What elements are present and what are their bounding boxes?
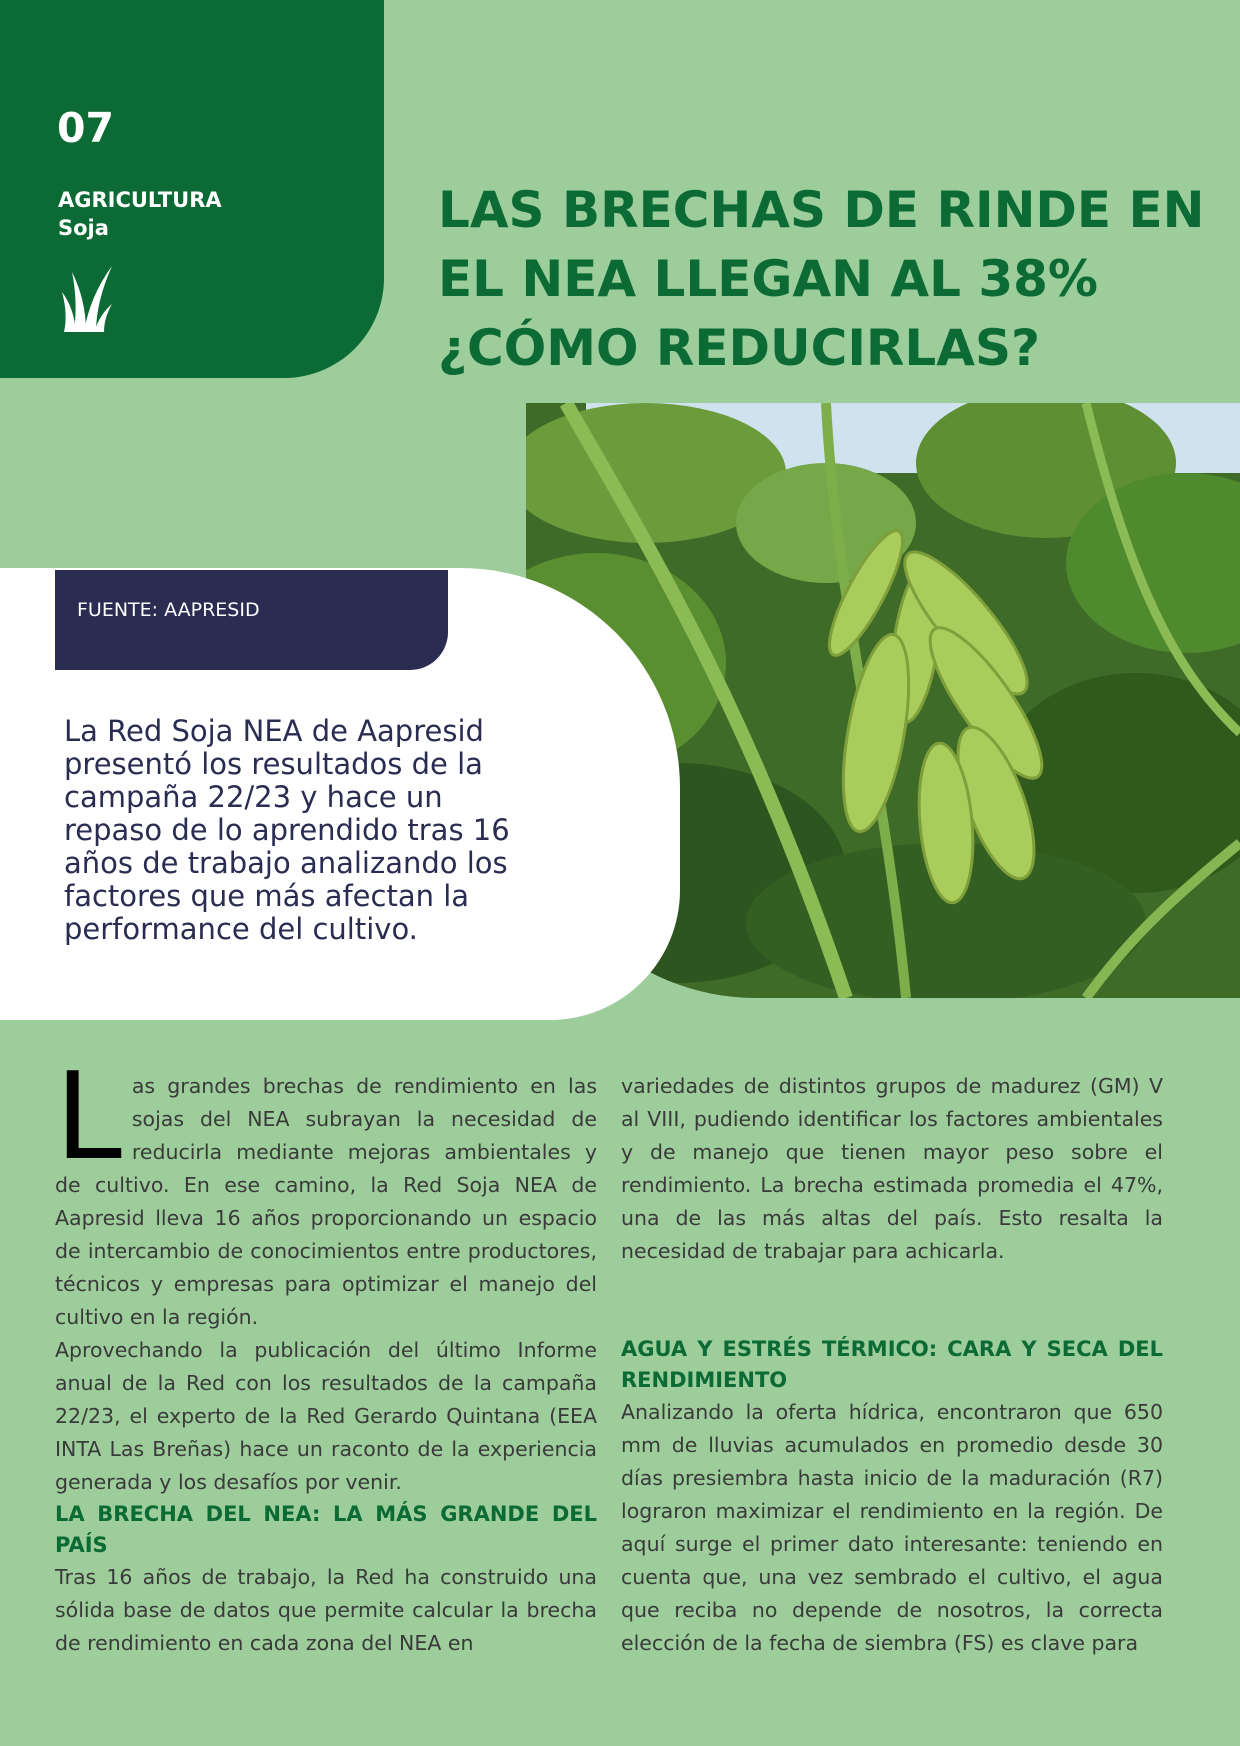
- section-tab: [0, 0, 384, 378]
- body-column-left: [55, 1048, 597, 1660]
- body-column-right: [621, 1070, 1163, 1660]
- section-labels: [58, 186, 222, 242]
- section-subcategory: Soja: [58, 216, 109, 240]
- subheading: AGUA Y ESTRÉS TÉRMICO: CARA Y SECA DEL RENDIMIENTO: [621, 1337, 1163, 1392]
- paragraph: Tras 16 años de trabajo, la Red ha construido una sólida base de datos que permite calcular la brecha de rendimiento en cada zona del NEA en: [55, 1565, 597, 1655]
- subheading: LA BRECHA DEL NEA: LA MÁS GRANDE DEL PAÍS: [55, 1502, 597, 1557]
- paragraph-text: as grandes brechas de rendimiento en las sojas del NEA subrayan la necesidad de reducirla mediante mejoras ambientales y de cultivo. En ese camino, la Red Soja NEA de Aapresid lleva 16 años proporcionando un espacio de intercambio de conocimientos entre productores, técnicos y empresas para optimizar el manejo del cultivo en la región.: [55, 1074, 597, 1329]
- paragraph: [55, 1048, 597, 1334]
- paragraph: variedades de distintos grupos de madurez (GM) V al VIII, pudiendo identificar los factores ambientales y de manejo que tienen mayor peso sobre el rendimiento. La brecha estimada promedia el 47%, una de las más altas del país. Esto resalta la necesidad de trabajar para achicarla.: [621, 1074, 1163, 1263]
- source-banner: [55, 570, 448, 670]
- source-label: FUENTE: AAPRESID: [77, 599, 260, 621]
- section-category: AGRICULTURA: [58, 188, 222, 212]
- paragraph: Aprovechando la publicación del último Informe anual de la Red con los resultados de la campaña 22/23, el experto de la Red Gerardo Quintana (EEA INTA Las Breñas) hace un raconto de la experiencia generada y los desafíos por venir.: [55, 1338, 597, 1494]
- paragraph: Analizando la oferta hídrica, encontraron que 650 mm de lluvias acumulados en promedio desde 30 días presiembra hasta inicio de la maduración (R7) lograron maximizar el rendimiento en la región. De aquí surge el primer dato interesante: teniendo en cuenta que, una vez sembrado el cultivo, el agua que reciba no depende de nosotros, la correcta elección de la fecha de siembra (FS) es clave para: [621, 1400, 1163, 1655]
- section-number: 07: [57, 104, 115, 152]
- intro-lead: La Red Soja NEA de Aapresid presentó los resultados de la campaña 22/23 y hace un repaso de lo aprendido tras 16 años de trabajo analizando los factores que más afectan la performance del cultivo.: [64, 714, 510, 946]
- headline: LAS BRECHAS DE RINDE EN EL NEA LLEGAN AL 38% ¿CÓMO REDUCIRLAS?: [438, 181, 1205, 377]
- drop-cap: L: [55, 1048, 122, 1187]
- grass-sprout-icon: [60, 262, 114, 336]
